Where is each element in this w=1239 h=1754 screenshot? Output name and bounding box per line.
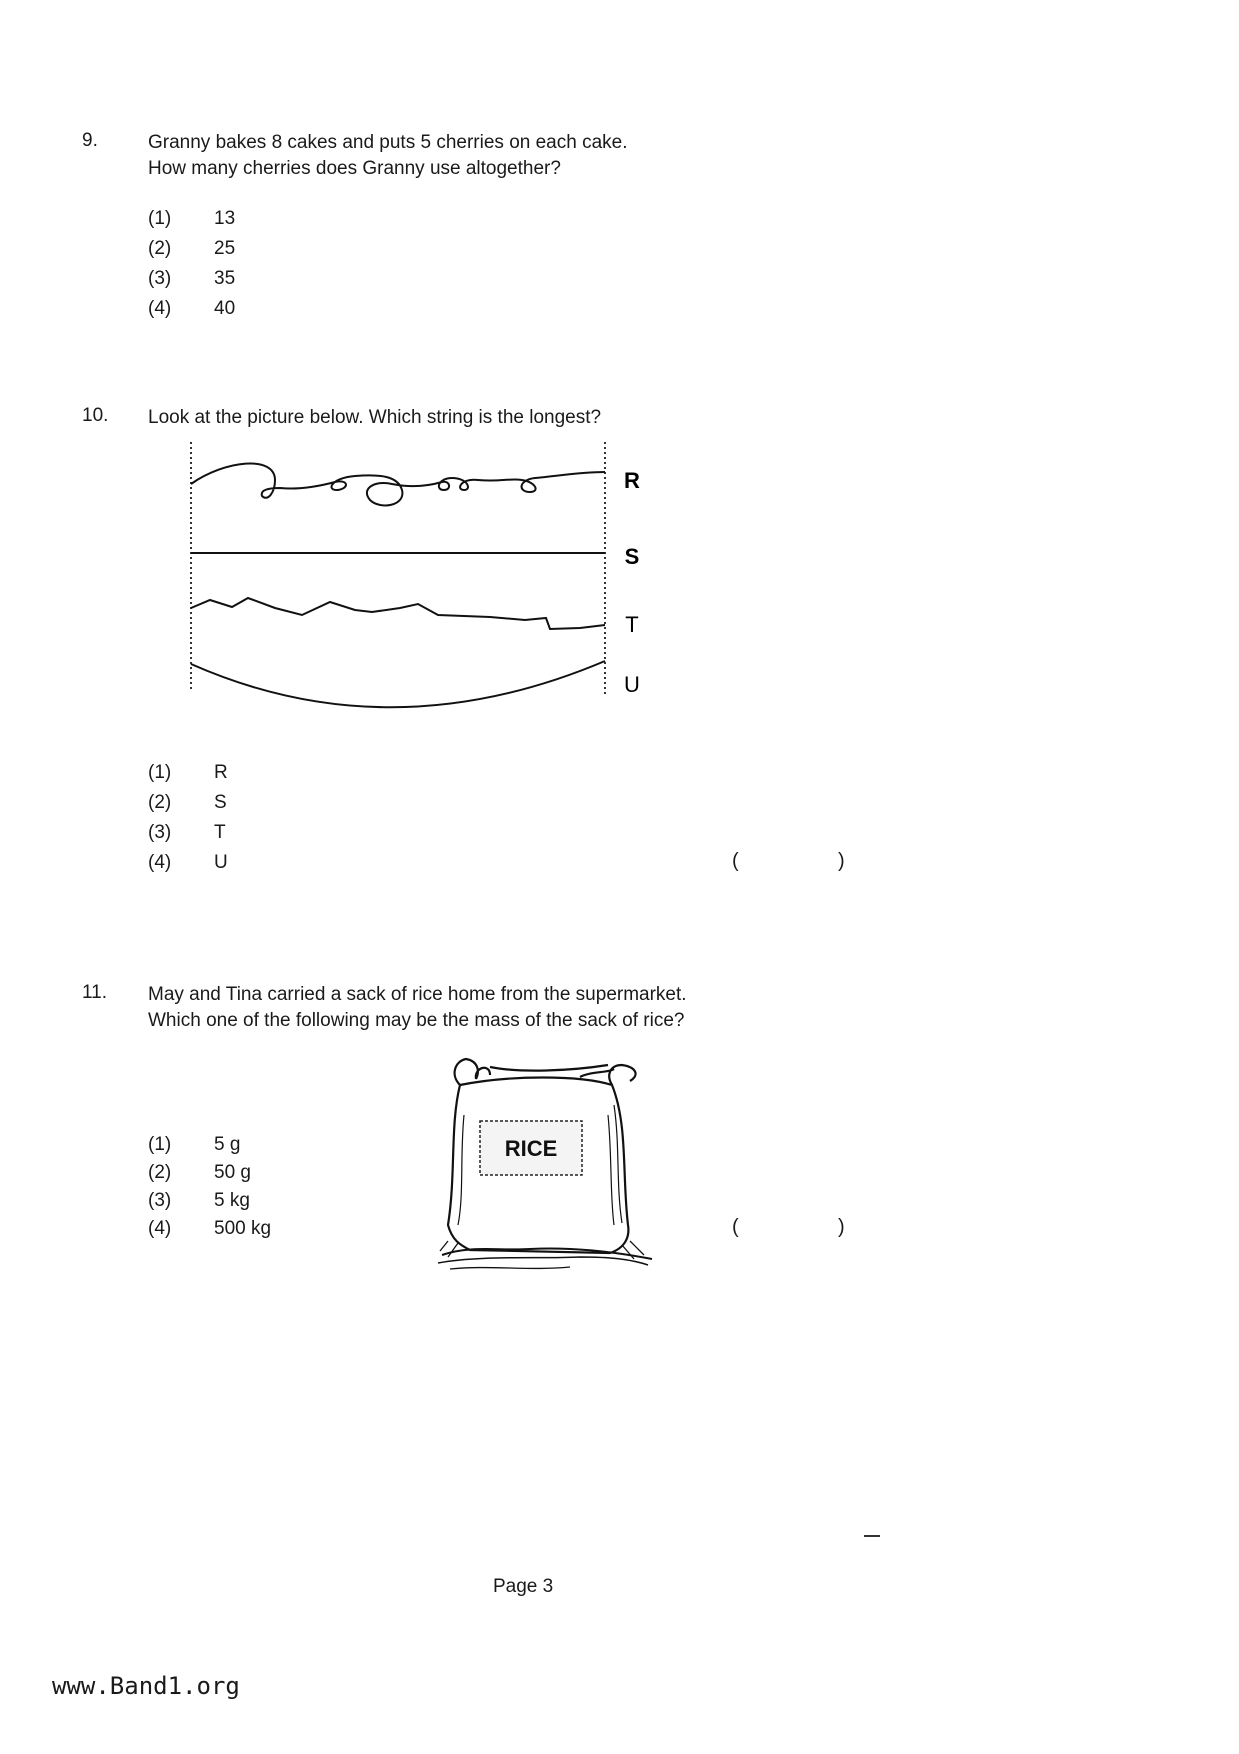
- question-11-number: 11.: [82, 982, 108, 1003]
- question-11-text: [148, 982, 687, 1034]
- question-11-answer-bracket-open: (: [732, 1216, 739, 1238]
- question-11-line-1: May and Tina carried a sack of rice home from the supermarket.: [148, 984, 687, 1005]
- rice-label-text: RICE: [504, 1136, 558, 1161]
- stray-mark: [864, 1535, 880, 1537]
- strings-figure: [180, 440, 640, 720]
- string-label-u: U: [624, 672, 640, 697]
- question-9-text: [148, 130, 628, 182]
- question-9-number: 9.: [82, 130, 98, 151]
- question-11-answer-bracket-close: ): [838, 1216, 845, 1238]
- string-label-r: R: [624, 468, 640, 493]
- rice-sack-illustration: [430, 1045, 670, 1285]
- string-r: [191, 463, 605, 505]
- string-u: [191, 661, 605, 707]
- page-number: Page 3: [493, 1576, 554, 1597]
- question-9-line-1: Granny bakes 8 cakes and puts 5 cherries on each cake.: [148, 132, 628, 153]
- question-11-line-2: Which one of the following may be the mass of the sack of rice?: [148, 1010, 685, 1031]
- question-9-line-2: How many cherries does Granny use altogether?: [148, 158, 561, 179]
- string-label-t: T: [625, 612, 639, 637]
- question-10-answer-bracket-open: (: [732, 850, 739, 872]
- website-footer: www.Band1.org: [52, 1672, 240, 1700]
- question-10-line-1: Look at the picture below. Which string is the longest?: [148, 407, 602, 428]
- string-label-s: S: [624, 544, 640, 569]
- string-t: [191, 598, 605, 629]
- question-10-answer-bracket-close: ): [838, 850, 845, 872]
- question-10-number: 10.: [82, 405, 109, 426]
- question-10-text: [148, 405, 601, 431]
